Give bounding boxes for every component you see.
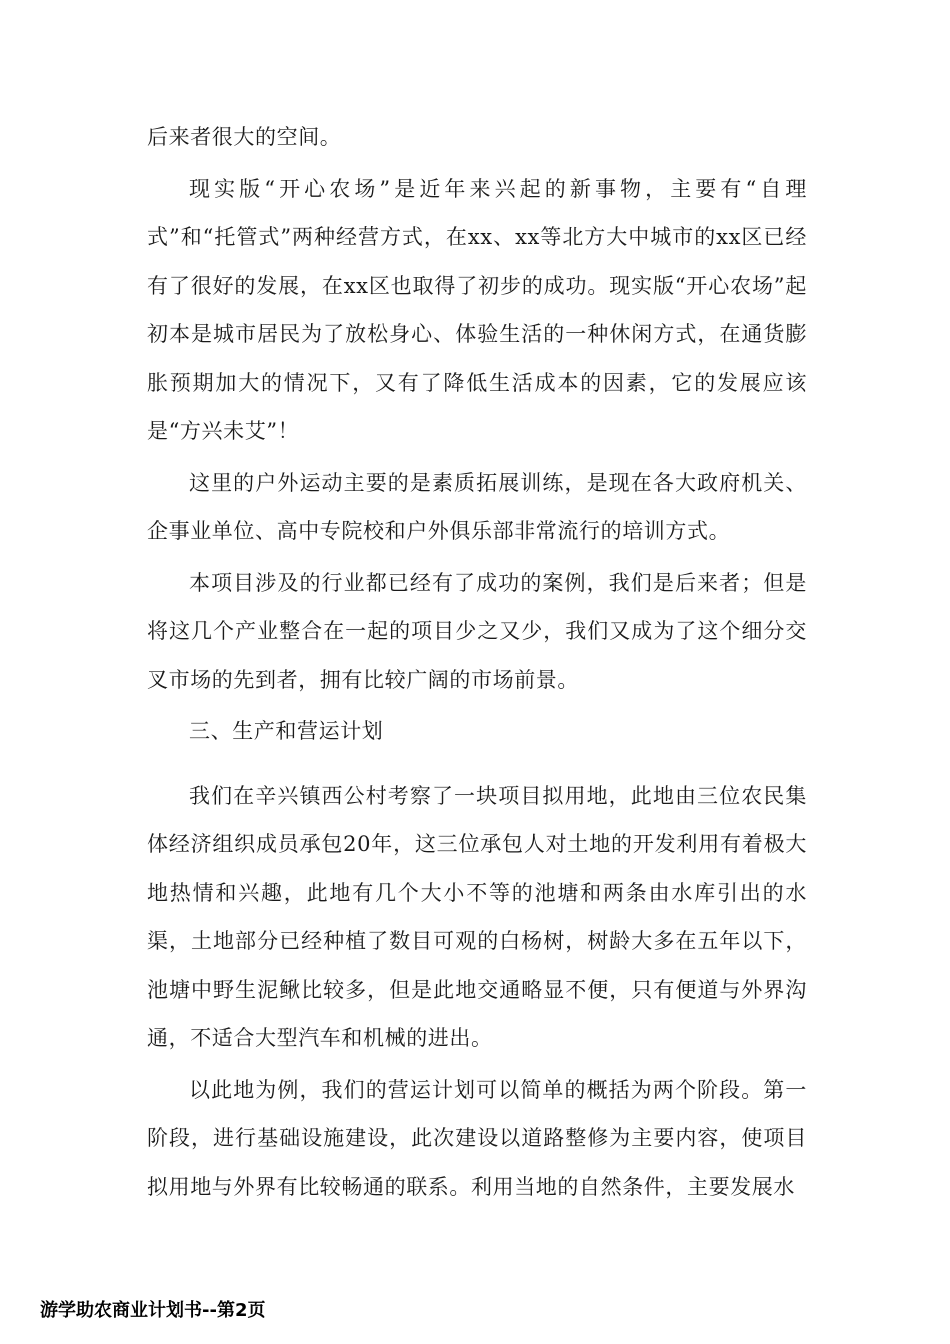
paragraph-happy-farm: 现实版“开心农场”是近年来兴起的新事物，主要有“自理式”和“托管式”两种经营方式，在xx、xx等北方大中城市的xx区已经有了很好的发展，在xx区也取得了初步的成功。现实版“开心农场”起初本是城市居民为了放松身心、体验生活的一种休闲方式，在通货膨胀预期加大的情况下，又有了降低生活成本的因素，它的发展应该是“方兴未艾”！ [147, 176, 807, 443]
section-heading: 三、生产和营运计划 [189, 719, 384, 743]
page-footer: 游学助农商业计划书--第2页 [40, 1300, 266, 1321]
paragraph-continuation: 后来者很大的空间。 [147, 125, 342, 149]
paragraph-outdoor-sports: 这里的户外运动主要的是素质拓展训练，是现在各大政府机关、企事业单位、高中专院校和户外俱乐部非常流行的培训方式。 [147, 470, 807, 543]
document-body [147, 113, 807, 1214]
paragraph-market-prospect: 本项目涉及的行业都已经有了成功的案例，我们是后来者；但是将这几个产业整合在一起的项目少之又少，我们又成为了这个细分交叉市场的先到者，拥有比较广阔的市场前景。 [147, 570, 807, 692]
paragraph-project-site: 我们在辛兴镇西公村考察了一块项目拟用地，此地由三位农民集体经济组织成员承包20年，这三位承包人对土地的开发利用有着极大地热情和兴趣，此地有几个大小不等的池塘和两条由水库引出的水渠，土地部分已经种植了数目可观的白杨树，树龄大多在五年以下，池塘中野生泥鳅比较多，但是此地交通略显不便，只有便道与外界沟通，不适合大型汽车和机械的进出。 [147, 783, 807, 1050]
paragraph-operation-plan: 以此地为例，我们的营运计划可以简单的概括为两个阶段。第一阶段，进行基础设施建设，此次建设以道路整修为主要内容，使项目拟用地与外界有比较畅通的联系。利用当地的自然条件，主要发展水 [147, 1077, 807, 1199]
